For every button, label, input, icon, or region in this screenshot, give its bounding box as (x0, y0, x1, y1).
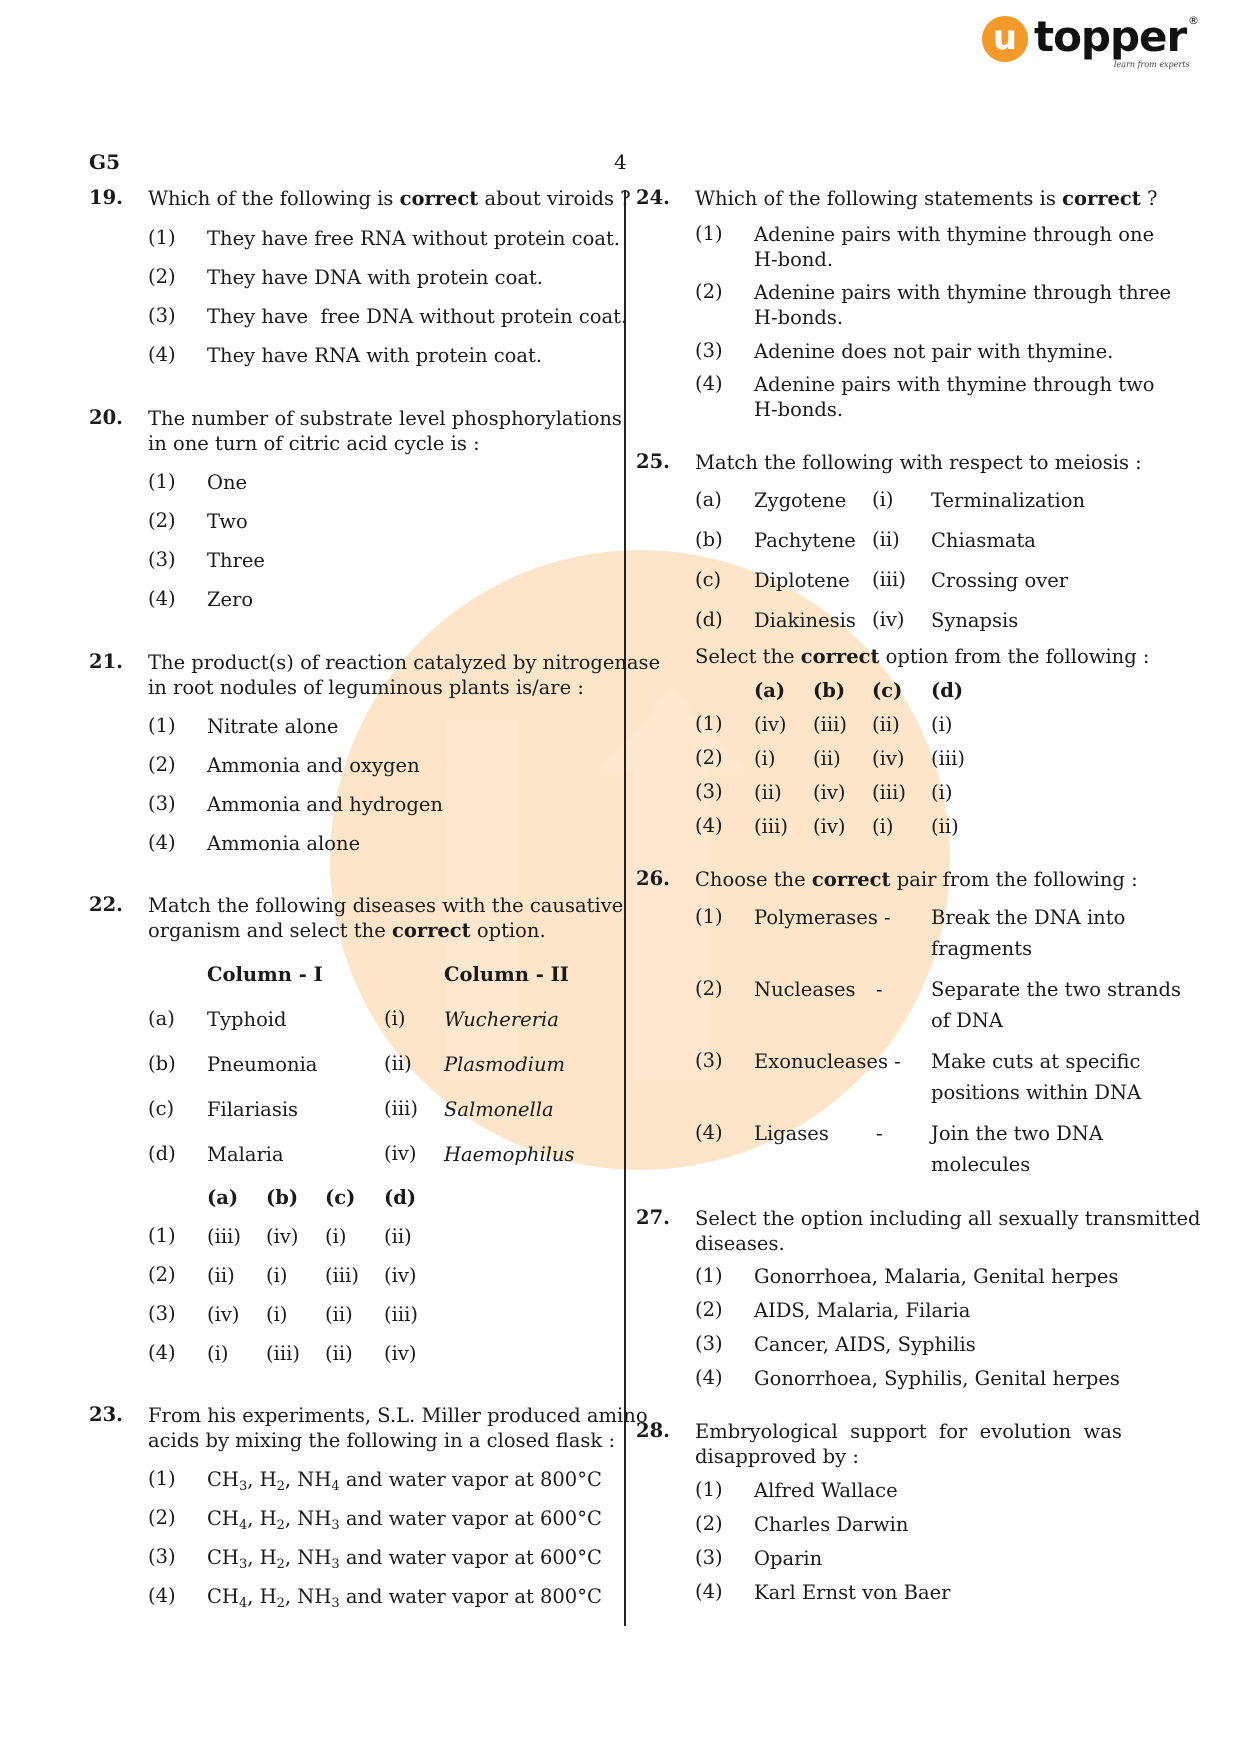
option-text: H-bonds. (754, 306, 844, 329)
question-text: disapproved by : (695, 1445, 859, 1468)
answer-cell: (iv) (872, 747, 905, 770)
option-number: (4) (148, 1584, 176, 1607)
option-number: (4) (695, 1121, 723, 1144)
match-right: Synapsis (931, 609, 1019, 632)
match-right: Haemophilus (444, 1143, 575, 1166)
option-number: (2) (148, 509, 176, 532)
answer-head: (d) (384, 1186, 417, 1209)
match-label: (d) (148, 1142, 176, 1165)
pair-right: Join the two DNA (931, 1122, 1103, 1145)
option-number: (2) (148, 753, 176, 776)
option-text: They have free RNA without protein coat. (207, 227, 620, 250)
brand-logo (982, 12, 1202, 76)
answer-cell: (iii) (931, 747, 965, 770)
option-number: (1) (148, 1467, 176, 1490)
match-label: (iv) (384, 1142, 417, 1165)
option-number: (2) (148, 1506, 176, 1529)
option-text: Zero (207, 588, 254, 611)
question-text: Match the following diseases with the causative (148, 894, 624, 917)
option-text: Alfred Wallace (754, 1479, 898, 1502)
option-number: (3) (695, 339, 723, 362)
question-text: The number of substrate level phosphorylations (148, 407, 622, 430)
answer-cell: (iii) (266, 1342, 300, 1365)
question-number: 24. (636, 186, 670, 209)
question-number: 27. (636, 1206, 670, 1229)
match-label: (b) (148, 1052, 176, 1075)
answer-cell: (iv) (754, 713, 787, 736)
match-label: (ii) (384, 1052, 412, 1075)
option-text: $CH_4$, $H_2$, $NH_3$ and water vapor at 600°C (207, 1507, 602, 1533)
option-number: (1) (695, 1478, 723, 1501)
question-text: in one turn of citric acid cycle is : (148, 432, 480, 455)
answer-cell: (iii) (872, 781, 906, 804)
option-text: Two (207, 510, 248, 533)
option-text: Oparin (754, 1547, 823, 1570)
answer-head: (b) (813, 679, 846, 702)
answer-cell: (iii) (325, 1264, 359, 1287)
match-label: (iii) (872, 568, 906, 591)
match-label: (ii) (872, 528, 900, 551)
question-text: diseases. (695, 1232, 785, 1255)
option-number: (4) (695, 814, 723, 837)
answer-head: (a) (754, 679, 786, 702)
match-left: Pneumonia (207, 1053, 318, 1076)
answer-head: (b) (266, 1186, 299, 1209)
option-number: (1) (148, 714, 176, 737)
logo-u-icon: u (982, 16, 1028, 62)
pair-right: positions within DNA (931, 1081, 1142, 1104)
option-text: Ammonia and hydrogen (207, 793, 443, 816)
question-number: 28. (636, 1419, 670, 1442)
option-number: (3) (148, 548, 176, 571)
option-number: (1) (695, 222, 723, 245)
option-number: (1) (695, 1264, 723, 1287)
option-number: (4) (695, 1580, 723, 1603)
answer-head: (d) (931, 679, 964, 702)
question-text: The product(s) of reaction catalyzed by nitrogenase (148, 651, 661, 674)
answer-cell: (i) (754, 747, 776, 770)
answer-cell: (iv) (207, 1303, 240, 1326)
option-number: (3) (148, 792, 176, 815)
column-heading: Column - I (207, 963, 323, 986)
option-text: Ammonia and oxygen (207, 754, 420, 777)
logo-registered: ® (1188, 14, 1199, 27)
question-number: 25. (636, 450, 670, 473)
option-text: AIDS, Malaria, Filaria (754, 1299, 971, 1322)
answer-head: (c) (325, 1186, 356, 1209)
option-text: Adenine pairs with thymine through two (754, 373, 1155, 396)
match-label: (a) (695, 488, 722, 511)
option-number: (1) (148, 470, 176, 493)
match-right: Plasmodium (444, 1053, 565, 1076)
option-number: (3) (148, 1545, 176, 1568)
page-number: 4 (614, 150, 627, 174)
answer-cell: (ii) (872, 713, 900, 736)
question-text: in root nodules of leguminous plants is/are : (148, 676, 584, 699)
option-text: They have RNA with protein coat. (207, 344, 543, 367)
answer-cell: (iv) (813, 781, 846, 804)
option-text: Three (207, 549, 265, 572)
answer-cell: (ii) (813, 747, 841, 770)
option-text: H-bonds. (754, 398, 844, 421)
option-text: H-bond. (754, 248, 834, 271)
match-right: Wuchereria (444, 1008, 559, 1031)
option-number: (4) (695, 1366, 723, 1389)
answer-cell: (ii) (325, 1303, 353, 1326)
option-number: (2) (695, 1298, 723, 1321)
option-text: Cancer, AIDS, Syphilis (754, 1333, 976, 1356)
answer-cell: (i) (266, 1264, 288, 1287)
option-text: Adenine pairs with thymine through three (754, 281, 1172, 304)
option-number: (4) (148, 587, 176, 610)
option-number: (1) (148, 1224, 176, 1247)
match-label: (i) (384, 1007, 406, 1030)
question-text: From his experiments, S.L. Miller produced amino (148, 1404, 648, 1427)
question-number: 20. (89, 406, 123, 429)
pair-left: Exonucleases - (754, 1050, 901, 1073)
pair-right: of DNA (931, 1009, 1003, 1032)
logo-name: topper (1034, 12, 1187, 61)
option-number: (2) (695, 1512, 723, 1535)
option-number: (2) (695, 977, 723, 1000)
option-text: $CH_3$, $H_2$, $NH_3$ and water vapor at 600°C (207, 1546, 602, 1572)
option-number: (1) (695, 905, 723, 928)
option-text: $CH_3$, $H_2$, $NH_4$ and water vapor at 800°C (207, 1468, 602, 1494)
pair-left: Ligases (754, 1122, 829, 1145)
option-text: Adenine pairs with thymine through one (754, 223, 1155, 246)
option-text: Adenine does not pair with thymine. (754, 340, 1114, 363)
answer-cell: (i) (931, 713, 953, 736)
pair-right: Separate the two strands (931, 978, 1181, 1001)
answer-cell: (ii) (207, 1264, 235, 1287)
answer-cell: (i) (931, 781, 953, 804)
match-label: (c) (695, 568, 722, 591)
match-left: Filariasis (207, 1098, 299, 1121)
option-number: (2) (148, 265, 176, 288)
answer-head: (a) (207, 1186, 239, 1209)
question-text: Select the option including all sexually transmitted (695, 1207, 1201, 1230)
question-text: Which of the following is correct about viroids ? (148, 187, 631, 210)
option-number: (4) (148, 1341, 176, 1364)
logo-tagline: learn from experts (1114, 60, 1190, 69)
option-text: They have DNA with protein coat. (207, 266, 543, 289)
question-number: 26. (636, 867, 670, 890)
option-text: Gonorrhoea, Syphilis, Genital herpes (754, 1367, 1120, 1390)
answer-cell: (ii) (931, 815, 959, 838)
paper-code: G5 (89, 150, 120, 174)
match-left: Pachytene (754, 529, 856, 552)
match-label: (b) (695, 528, 723, 551)
option-number: (2) (695, 280, 723, 303)
answer-cell: (i) (872, 815, 894, 838)
match-label: (a) (148, 1007, 175, 1030)
option-text: Gonorrhoea, Malaria, Genital herpes (754, 1265, 1119, 1288)
question-text: organism and select the correct option. (148, 919, 546, 942)
match-left: Typhoid (207, 1008, 287, 1031)
option-text: Karl Ernst von Baer (754, 1581, 951, 1604)
answer-cell: (iii) (384, 1303, 418, 1326)
option-text: One (207, 471, 248, 494)
pair-dash: - (876, 1122, 883, 1145)
answer-cell: (i) (266, 1303, 288, 1326)
question-text: Choose the correct pair from the following : (695, 868, 1138, 891)
question-text: Match the following with respect to meiosis : (695, 451, 1142, 474)
match-right: Salmonella (444, 1098, 554, 1121)
column-heading: Column - II (444, 963, 569, 986)
pair-right: Make cuts at specific (931, 1050, 1141, 1073)
match-right: Chiasmata (931, 529, 1036, 552)
question-text: Which of the following statements is correct ? (695, 187, 1158, 210)
answer-cell: (i) (207, 1342, 229, 1365)
answer-cell: (i) (325, 1225, 347, 1248)
option-text: Ammonia alone (207, 832, 361, 855)
option-number: (4) (695, 372, 723, 395)
match-label: (c) (148, 1097, 175, 1120)
question-number: 22. (89, 893, 123, 916)
option-text: $CH_4$, $H_2$, $NH_3$ and water vapor at 800°C (207, 1585, 602, 1611)
match-label: (d) (695, 608, 723, 631)
answer-cell: (ii) (325, 1342, 353, 1365)
pair-left: Nucleases (754, 978, 856, 1001)
option-number: (3) (695, 1332, 723, 1355)
instruction-text: Select the correct option from the following : (695, 645, 1150, 668)
option-number: (2) (695, 746, 723, 769)
pair-left: Polymerases - (754, 906, 891, 929)
match-right: Terminalization (931, 489, 1086, 512)
question-number: 19. (89, 186, 123, 209)
match-left: Malaria (207, 1143, 284, 1166)
option-text: Charles Darwin (754, 1513, 909, 1536)
option-number: (4) (148, 831, 176, 854)
match-left: Zygotene (754, 489, 847, 512)
answer-cell: (iii) (207, 1225, 241, 1248)
option-number: (3) (148, 304, 176, 327)
answer-cell: (iv) (813, 815, 846, 838)
match-left: Diakinesis (754, 609, 856, 632)
option-number: (3) (695, 1049, 723, 1072)
option-text: They have free DNA without protein coat. (207, 305, 628, 328)
option-number: (1) (148, 226, 176, 249)
match-label: (iv) (872, 608, 905, 631)
question-text: Embryological support for evolution was (695, 1420, 1122, 1443)
answer-cell: (iv) (384, 1264, 417, 1287)
option-number: (4) (148, 343, 176, 366)
answer-cell: (iv) (266, 1225, 299, 1248)
answer-cell: (iii) (754, 815, 788, 838)
question-number: 21. (89, 650, 123, 673)
option-number: (1) (695, 712, 723, 735)
answer-cell: (iii) (813, 713, 847, 736)
pair-right: molecules (931, 1153, 1031, 1176)
question-number: 23. (89, 1403, 123, 1426)
pair-right: fragments (931, 937, 1033, 960)
option-number: (2) (148, 1263, 176, 1286)
match-right: Crossing over (931, 569, 1069, 592)
option-number: (3) (695, 780, 723, 803)
answer-cell: (ii) (384, 1225, 412, 1248)
answer-cell: (iv) (384, 1342, 417, 1365)
option-text: Nitrate alone (207, 715, 339, 738)
question-text: acids by mixing the following in a closed flask : (148, 1429, 616, 1452)
answer-cell: (ii) (754, 781, 782, 804)
option-number: (3) (695, 1546, 723, 1569)
match-label: (iii) (384, 1097, 418, 1120)
match-label: (i) (872, 488, 894, 511)
option-number: (3) (148, 1302, 176, 1325)
answer-head: (c) (872, 679, 903, 702)
match-left: Diplotene (754, 569, 850, 592)
pair-right: Break the DNA into (931, 906, 1126, 929)
pair-dash: - (876, 978, 883, 1001)
